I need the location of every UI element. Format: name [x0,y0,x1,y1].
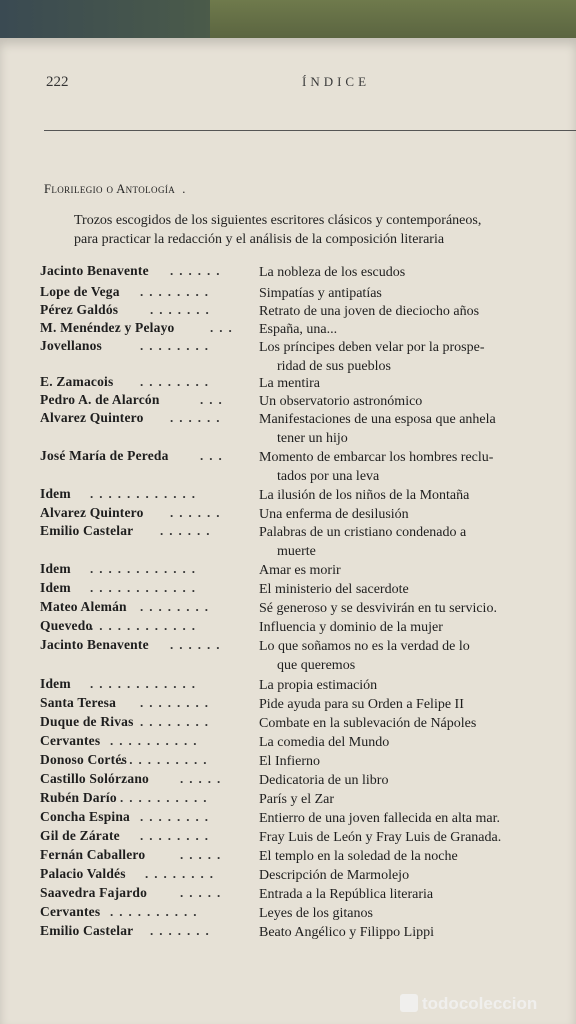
running-title: ÍNDICE [302,74,371,89]
dot-leader: .......... [120,752,213,767]
entry-title: Un observatorio astronómico [259,394,423,409]
entry-title: Sé generoso y se desvivirán en tu servicio. [259,601,497,616]
entry-title-line-1: Los príncipes deben velar por la prospe- [259,340,485,355]
intro-line-2: para practicar la redacción y el análisis de la composición literaria [74,232,445,247]
entry-title-line-1: Manifestaciones de una esposa que anhela [259,412,496,427]
entry-author: Concha Espina [40,809,131,824]
entry-author: José María de Pereda [40,448,169,463]
entry-title-line-2: tener un hijo [277,431,348,446]
entry-title-line-2: que queremos [277,658,356,673]
entry-author: Santa Teresa [40,695,117,710]
entry-title: Pide ayuda para su Orden a Felipe II [259,697,464,712]
dot-leader: ........ [140,374,214,389]
entry-author: Mateo Alemán [40,599,127,614]
dot-leader: ...... [160,523,216,538]
entry-title [259,637,574,675]
dot-leader: ...... [170,637,226,652]
entry-title [259,448,574,486]
dot-leader: ....... [150,923,215,938]
entry-title: Influencia y dominio de la mujer [259,620,443,635]
dot-leader: ...... [170,263,226,278]
entry-author: Castillo Solórzano [40,771,149,786]
section-title-text: Florilegio o Antología [44,182,176,196]
entry-title [259,410,574,448]
dot-leader: ............ [90,486,201,501]
entry-title: La comedia del Mundo [259,735,390,750]
entry-title-line-2: muerte [277,544,316,559]
dot-leader: ........ [140,599,214,614]
entry-title: Simpatías y antipatías [259,286,382,301]
watermark-text: todocoleccion [422,994,538,1013]
dot-leader: ............ [90,580,201,595]
dot-leader: .......... [120,790,213,805]
entry-author: Quevedo [40,618,93,633]
entry-title: Beato Angélico y Filippo Lippi [259,925,434,940]
dot-leader: ............ [90,561,201,576]
entry-title: La mentira [259,376,321,391]
dot-leader: ........ [140,714,214,729]
entry-author: Idem [40,580,71,595]
entry-title: El ministerio del sacerdote [259,582,409,597]
entry-author: Duque de Rivas [40,714,134,729]
dot-leader: ........ [140,338,214,353]
entry-author: Emilio Castelar [40,523,134,538]
dot-leader: ....... [150,302,215,317]
entry-author: Saavedra Fajardo [40,885,148,900]
dot-leader: ............ [90,618,201,633]
entry-author: Idem [40,676,71,691]
dot-leader: .......... [110,733,203,748]
entry-author: Lope de Vega [40,284,120,299]
entry-author: Jovellanos [40,338,103,353]
entry-author: Idem [40,561,71,576]
entry-title: La propia estimación [259,678,378,693]
entry-author: Donoso Cortés [40,752,127,767]
entry-author: Gil de Zárate [40,828,120,843]
dot-leader: ... [200,392,228,407]
entry-title-line-2: ridad de sus pueblos [277,359,391,374]
entry-title: España, una... [259,322,338,337]
entry-author: Pedro A. de Alarcón [40,392,160,407]
entry-author: Palacio Valdés [40,866,126,881]
entry-author: Cervantes [40,733,101,748]
entry-title: Entierro de una joven fallecida en alta mar. [259,811,501,826]
entry-author: Jacinto Benavente [40,263,149,278]
dot-leader: ...... [170,410,226,425]
dot-leader: ..... [180,771,227,786]
dot-leader: ........ [140,828,214,843]
dot-leader: ..... [180,885,227,900]
dot-leader: .......... [110,904,203,919]
entry-author: Jacinto Benavente [40,637,149,652]
dot-leader: ..... [180,847,227,862]
entry-author: E. Zamacois [40,374,114,389]
entry-author: M. Menéndez y Pelayo [40,320,175,335]
dot-leader: ... [200,448,228,463]
entry-author: Alvarez Quintero [40,410,144,425]
dot-leader: ........ [140,284,214,299]
entry-title-line-1: Lo que soñamos no es la verdad de lo [259,639,470,654]
dot-leader: ........ [140,809,214,824]
page-number: 222 [46,74,69,90]
entry-title-line-1: Momento de embarcar los hombres reclu- [259,450,494,465]
watermark [400,994,537,1014]
entry-title: Dedicatoria de un libro [259,773,389,788]
dot-leader: ........ [145,866,219,881]
entry-title: Combate en la sublevación de Nápoles [259,716,477,731]
entry-title-line-2: tados por una leva [277,469,380,484]
entry-author: Fernán Caballero [40,847,146,862]
entry-title: Amar es morir [259,563,341,578]
entry-title: Leyes de los gitanos [259,906,373,921]
dot-leader: ...... [170,505,226,520]
entry-title: Fray Luis de León y Fray Luis de Granada. [259,830,502,845]
entry-author: Cervantes [40,904,101,919]
entry-title: El templo en la soledad de la noche [259,849,458,864]
entry-author: Emilio Castelar [40,923,134,938]
entry-title: París y el Zar [259,792,335,807]
entry-author: Idem [40,486,71,501]
watermark-logo-icon [400,994,418,1012]
entry-title: El Infierno [259,754,321,769]
entry-title [259,338,574,376]
entry-title [259,523,574,561]
entry-title: Una enferma de desilusión [259,507,409,522]
entry-title: La nobleza de los escudos [259,265,406,280]
entry-title: Entrada a la República literaria [259,887,434,902]
entry-title: Descripción de Marmolejo [259,868,410,883]
entry-title-line-1: Palabras de un cristiano condenado a [259,525,467,540]
dot-leader: ............ [90,676,201,691]
entry-author: Pérez Galdós [40,302,119,317]
dot-leader: ........ [140,695,214,710]
entry-title: La ilusión de los niños de la Montaña [259,488,470,503]
entry-author: Rubén Darío [40,790,117,805]
entry-title: Retrato de una joven de dieciocho años [259,304,480,319]
intro-line-1: Trozos escogidos de los siguientes escritores clásicos y contemporáneos, [74,213,482,228]
dot-leader: ... [210,320,238,335]
section-title-leader: . [178,182,186,196]
entry-author: Alvarez Quintero [40,505,144,520]
